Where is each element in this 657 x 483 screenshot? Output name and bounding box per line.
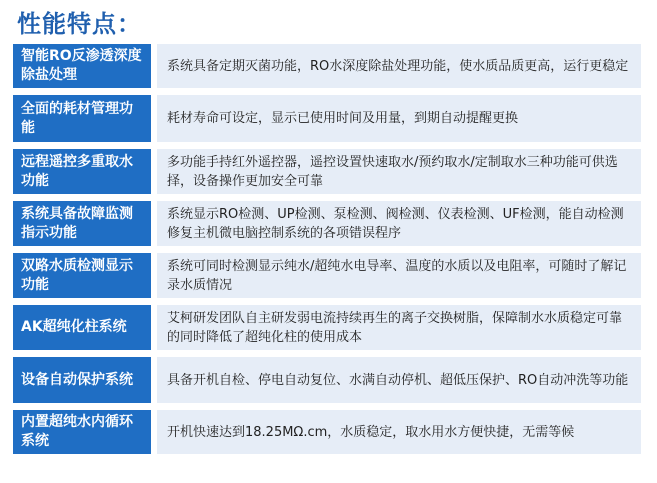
- feature-label: 内置超纯水内循环系统: [13, 410, 151, 454]
- feature-label: 全面的耗材管理功能: [13, 95, 151, 142]
- feature-desc: 系统显示RO检测、UP检测、泵检测、阀检测、仪表检测、UF检测，能自动检测修复主机微电脑控制系统的各项错误程序: [157, 201, 641, 246]
- feature-label: 双路水质检测显示功能: [13, 253, 151, 298]
- feature-label: 系统具备故障监测指示功能: [13, 201, 151, 246]
- feature-desc: 系统可同时检测显示纯水/超纯水电导率、温度的水质以及电阻率，可随时了解记录水质情况: [157, 253, 641, 298]
- feature-label: 设备自动保护系统: [13, 357, 151, 403]
- feature-desc: 系统具备定期灭菌功能，RO水深度除盐处理功能，使水质品质更高，运行更稳定: [157, 44, 641, 88]
- feature-row: [13, 149, 641, 194]
- feature-row: [13, 305, 641, 350]
- feature-row: [13, 201, 641, 246]
- feature-desc: 多功能手持红外遥控器，遥控设置快速取水/预约取水/定制取水三种功能可供选择，设备操作更加安全可靠: [157, 149, 641, 194]
- feature-row: [13, 44, 641, 88]
- feature-row: [13, 357, 641, 403]
- feature-label: 远程遥控多重取水功能: [13, 149, 151, 194]
- feature-desc: 具备开机自检、停电自动复位、水满自动停机、超低压保护、RO自动冲洗等功能: [157, 357, 641, 403]
- page-title: 性能特点：: [17, 10, 142, 38]
- feature-label: 智能RO反渗透深度除盐处理: [13, 44, 151, 88]
- feature-desc: 开机快速达到18.25MΩ.cm，水质稳定，取水用水方便快捷，无需等候: [157, 410, 641, 454]
- feature-row: [13, 410, 641, 454]
- feature-table: [13, 44, 641, 461]
- feature-desc: 耗材寿命可设定，显示已使用时间及用量，到期自动提醒更换: [157, 95, 641, 142]
- feature-label: AK超纯化柱系统: [13, 305, 151, 350]
- feature-row: [13, 253, 641, 298]
- feature-row: [13, 95, 641, 142]
- feature-desc: 艾柯研发团队自主研发弱电流持续再生的离子交换树脂，保障制水水质稳定可靠的同时降低了超纯化柱的使用成本: [157, 305, 641, 350]
